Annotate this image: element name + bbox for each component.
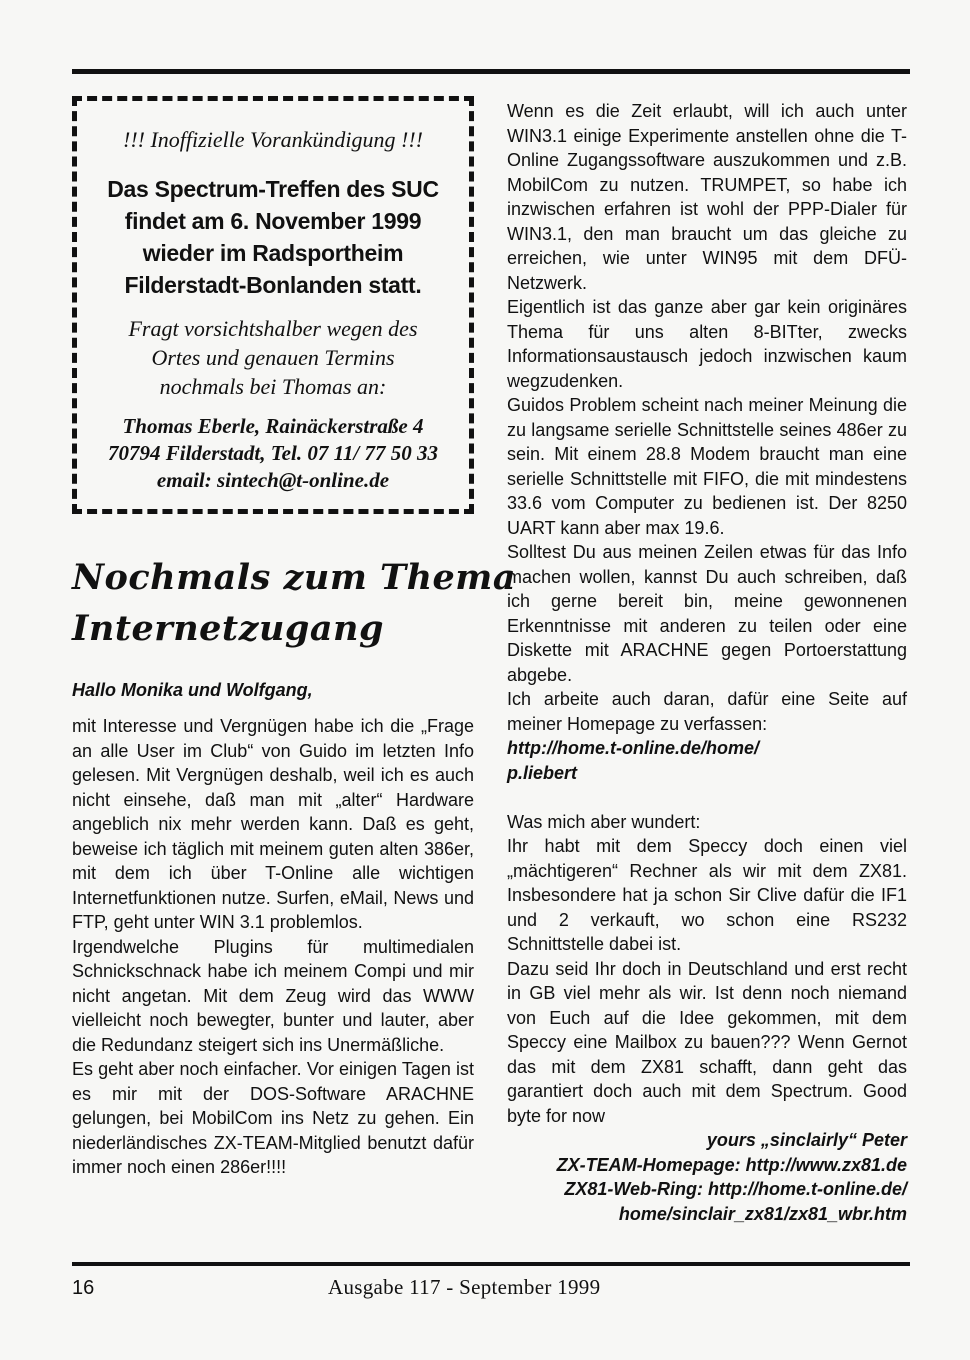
headline-line: Filderstadt-Bonlanden statt. [124, 272, 422, 298]
paragraph: Ich arbeite auch daran, dafür eine Seite auf meiner Homepage zu verfassen: [507, 689, 907, 734]
paragraph: Ihr habt mit dem Speccy doch einen viel „mächtigeren“ Rechner als wir mit dem ZX81. Insbesondere hat ja schon Sir Clive dafür die IF1 und 2 verkauft, wo schon eine RS232 Schnittstelle dabei ist. [507, 836, 907, 954]
announcement-advice [77, 314, 469, 401]
headline-line: Das Spectrum-Treffen des SUC [107, 176, 439, 202]
advice-line: Ortes und genauen Termins [151, 345, 395, 370]
advice-line: nochmals bei Thomas an: [159, 374, 387, 399]
paragraph: mit Interesse und Vergnügen habe ich die „Frage an alle User im Club“ von Guido im letzten Info gelesen. Mit Vergnügen deshalb, weil ich es auch nicht einsehe, daß man mit „alter“ Hardware angeblich nix mehr werden kann. Daß es geht, beweise ich täglich mit meinem guten alten 386er, mit dem ich über T-Online alle wichtigen Internetfunktionen nutze. Surfen, eMail, News und FTP, geht unter WIN 3.1 problemlos. [72, 716, 474, 932]
left-column [72, 714, 474, 1180]
homepage-url-line: http://home.t-online.de/home/ [507, 738, 759, 758]
signoff-line: ZX-TEAM-Homepage: http://www.zx81.de [556, 1154, 907, 1175]
advice-line: Fragt vorsichtshalber wegen des [128, 316, 418, 341]
salutation: Hallo Monika und Wolfgang, [72, 680, 313, 700]
top-rule [72, 69, 910, 74]
article-title [72, 552, 517, 654]
headline-line: findet am 6. November 1999 [124, 208, 422, 234]
announcement-box [72, 96, 474, 514]
paragraph: Solltest Du aus meinen Zeilen etwas für das Info machen wollen, kannst Du auch schreiben, daß ich gerne bereit bin, meine gewonnenen Erkenntnisse mit anderen zu teilen oder eine Diskette mit ARACHNE gegen Portoerstattung abgebe. [507, 542, 907, 685]
contact-line: Thomas Eberle, Rainäckerstraße 4 [122, 414, 424, 438]
paragraph: Wenn es die Zeit erlaubt, will ich auch unter WIN3.1 einige Experimente anstellen ohne die T-Online Zugangssoftware auszukommen und z.B. MobilCom zu nutzen. TRUMPET, so habe ich inzwischen erfahren ist wohl der PPP-Dialer für WIN3.1, den man braucht um das gleiche zu erreichen, wie unter WIN95 mit dem DFÜ-Netzwerk. [507, 101, 907, 293]
paragraph: Eigentlich ist das ganze aber gar kein originäres Thema für uns alten 8-BITter, zwecks Informationsaustausch jedoch inzwischen kaum wegzudenken. [507, 297, 907, 391]
issue-line: Ausgabe 117 - September 1999 [328, 1275, 601, 1299]
announcement-contact [77, 413, 469, 494]
paragraph: Guidos Problem scheint nach meiner Meinung die zu langsame serielle Schnittstelle seines 486er zu sein. Mit einem 28.8 Modem braucht man eine serielle Schnittstelle mit FIFO, die mit mindestens 33.6 vom Computer zu bedienen ist. Der 8250 UART kann aber max 19.6. [507, 395, 907, 538]
paragraph: Irgendwelche Plugins für multimedialen Schnickschnack habe ich meinem Compi und mir nicht angetan. Mit dem Zeug wird das WWW vielleicht noch bewegter, bunter und lauter, aber die Redundanz steigert sich ins Unermäßliche. [72, 936, 474, 1055]
paragraph: Es geht aber noch einfacher. Vor einigen Tagen ist es mir mit der DOS-Software ARACHNE gelungen, bei MobilCom ins Netz zu gehen. Ein niederländisches ZX-TEAM-Mitglied benutzt dafür immer noch einen 286er!!!! [72, 1059, 474, 1177]
announcement-headline [77, 173, 469, 301]
contact-email: email: sintech@t-online.de [156, 468, 390, 492]
paragraph: Was mich aber wundert: [507, 811, 701, 832]
spacer [507, 785, 907, 810]
headline-line: wieder im Radsportheim [142, 240, 404, 266]
title-line: Internetzugang [72, 608, 384, 649]
homepage-url-line: p.liebert [507, 762, 578, 783]
page-number: 16 [72, 1277, 95, 1299]
signoff-line: yours „sinclairly“ Peter [706, 1130, 907, 1150]
paragraph: Dazu seid Ihr doch in Deutschland und erst recht in GB viel mehr als wir. Ist denn noch niemand von Euch auf die Idee gekommen, mit dem Speccy eine Mailbox zu bauen??? Wenn Gernot das mit dem ZX81 schafft, dann geht das garantiert doch auch mit dem Spectrum. Good byte for now [507, 958, 907, 1126]
homepage-url [507, 736, 907, 785]
announcement-kicker: !!! Inoffizielle Vorankündigung !!! [123, 127, 423, 152]
signoff-line: ZX81-Web-Ring: http://home.t-online.de/ [564, 1179, 907, 1199]
contact-line: 70794 Filderstadt, Tel. 07 11/ 77 50 33 [108, 441, 438, 465]
signoff [507, 1128, 907, 1226]
right-column [507, 99, 907, 1226]
bottom-rule [72, 1262, 910, 1266]
title-line: Nochmals zum Thema [72, 557, 517, 598]
signoff-line: home/sinclair_zx81/zx81_wbr.htm [618, 1203, 907, 1224]
